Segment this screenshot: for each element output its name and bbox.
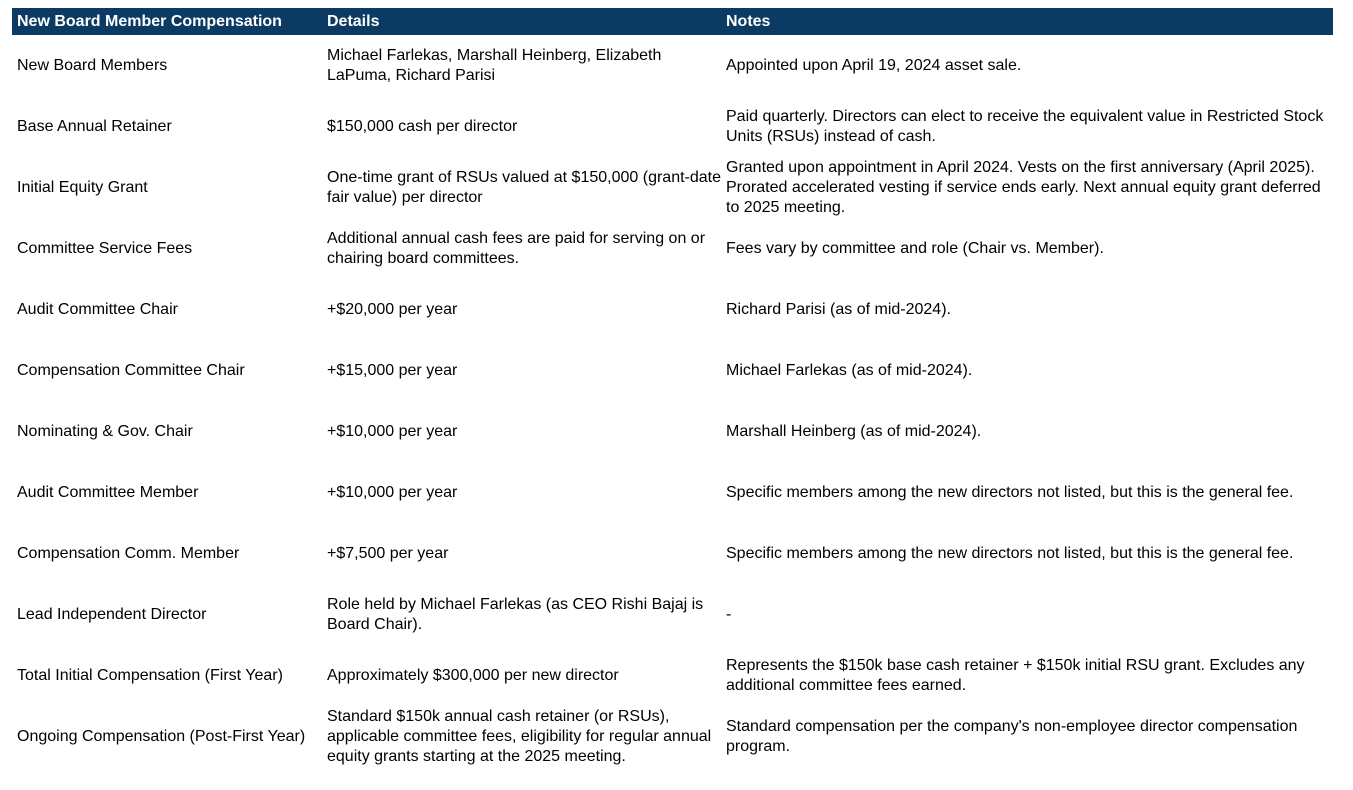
row-details: +$7,500 per year bbox=[327, 544, 449, 562]
row-notes: Fees vary by committee and role (Chair vs. Member). bbox=[726, 239, 1104, 257]
table-row bbox=[12, 645, 1333, 706]
row-details: Role held by Michael Farlekas (as CEO Rishi Bajaj is Board Chair). bbox=[327, 595, 704, 633]
row-details: Approximately $300,000 per new director bbox=[327, 666, 619, 684]
table-row bbox=[12, 523, 1333, 584]
row-label: Committee Service Fees bbox=[17, 239, 193, 257]
row-details: $150,000 cash per director bbox=[327, 117, 518, 135]
row-notes: Marshall Heinberg (as of mid-2024). bbox=[726, 422, 982, 440]
table-row bbox=[12, 218, 1333, 279]
row-label: Nominating & Gov. Chair bbox=[17, 422, 193, 440]
row-details: +$15,000 per year bbox=[327, 361, 458, 379]
row-notes: Michael Farlekas (as of mid-2024). bbox=[726, 361, 973, 379]
row-notes: Granted upon appointment in April 2024. Vests on the first anniversary (April 2025). Prorated accelerated vesting if service ends early. Next annual equity grant deferred to 2025 meeting. bbox=[726, 158, 1321, 216]
column-header-details: Details bbox=[327, 13, 380, 30]
table-row bbox=[12, 462, 1333, 523]
table-row bbox=[12, 706, 1333, 767]
row-details: Standard $150k annual cash retainer (or RSUs), applicable committee fees, eligibility for regular annual equity grants starting at the 2025 meeting. bbox=[327, 707, 712, 765]
row-label: Audit Committee Chair bbox=[17, 300, 178, 318]
row-label: Total Initial Compensation (First Year) bbox=[17, 666, 283, 684]
table-row bbox=[12, 584, 1333, 645]
table-row bbox=[12, 401, 1333, 462]
row-label: Initial Equity Grant bbox=[17, 178, 148, 196]
compensation-table bbox=[12, 8, 1333, 767]
row-details: Michael Farlekas, Marshall Heinberg, Elizabeth LaPuma, Richard Parisi bbox=[327, 46, 662, 84]
row-details: +$10,000 per year bbox=[327, 422, 458, 440]
table-row bbox=[12, 340, 1333, 401]
row-notes: Appointed upon April 19, 2024 asset sale. bbox=[726, 56, 1022, 74]
row-notes: Paid quarterly. Directors can elect to receive the equivalent value in Restricted Stock Units (RSUs) instead of cash. bbox=[726, 107, 1324, 145]
row-notes: Specific members among the new directors not listed, but this is the general fee. bbox=[726, 483, 1294, 501]
table-row bbox=[12, 157, 1333, 218]
table-row bbox=[12, 279, 1333, 340]
table-row bbox=[12, 35, 1333, 96]
row-notes: Standard compensation per the company's non-employee director compensation program. bbox=[726, 717, 1298, 755]
row-label: Lead Independent Director bbox=[17, 605, 207, 623]
row-details: Additional annual cash fees are paid for serving on or chairing board committees. bbox=[327, 229, 706, 267]
row-details: +$20,000 per year bbox=[327, 300, 458, 318]
row-label: Audit Committee Member bbox=[17, 483, 199, 501]
row-notes: - bbox=[726, 605, 732, 623]
row-label: Compensation Comm. Member bbox=[17, 544, 240, 562]
row-notes: Richard Parisi (as of mid-2024). bbox=[726, 300, 951, 318]
row-notes: Specific members among the new directors not listed, but this is the general fee. bbox=[726, 544, 1294, 562]
row-label: Base Annual Retainer bbox=[17, 117, 172, 135]
column-header-compensation: New Board Member Compensation bbox=[17, 13, 282, 30]
row-label: Ongoing Compensation (Post-First Year) bbox=[17, 727, 306, 745]
row-notes: Represents the $150k base cash retainer + $150k initial RSU grant. Excludes any additional committee fees earned. bbox=[726, 656, 1305, 694]
row-details: +$10,000 per year bbox=[327, 483, 458, 501]
column-header-notes: Notes bbox=[726, 13, 771, 30]
row-details: One-time grant of RSUs valued at $150,000 (grant-date fair value) per director bbox=[327, 168, 721, 206]
row-label: New Board Members bbox=[17, 56, 168, 74]
table-header bbox=[12, 8, 1333, 35]
row-label: Compensation Committee Chair bbox=[17, 361, 245, 379]
table-row bbox=[12, 96, 1333, 157]
